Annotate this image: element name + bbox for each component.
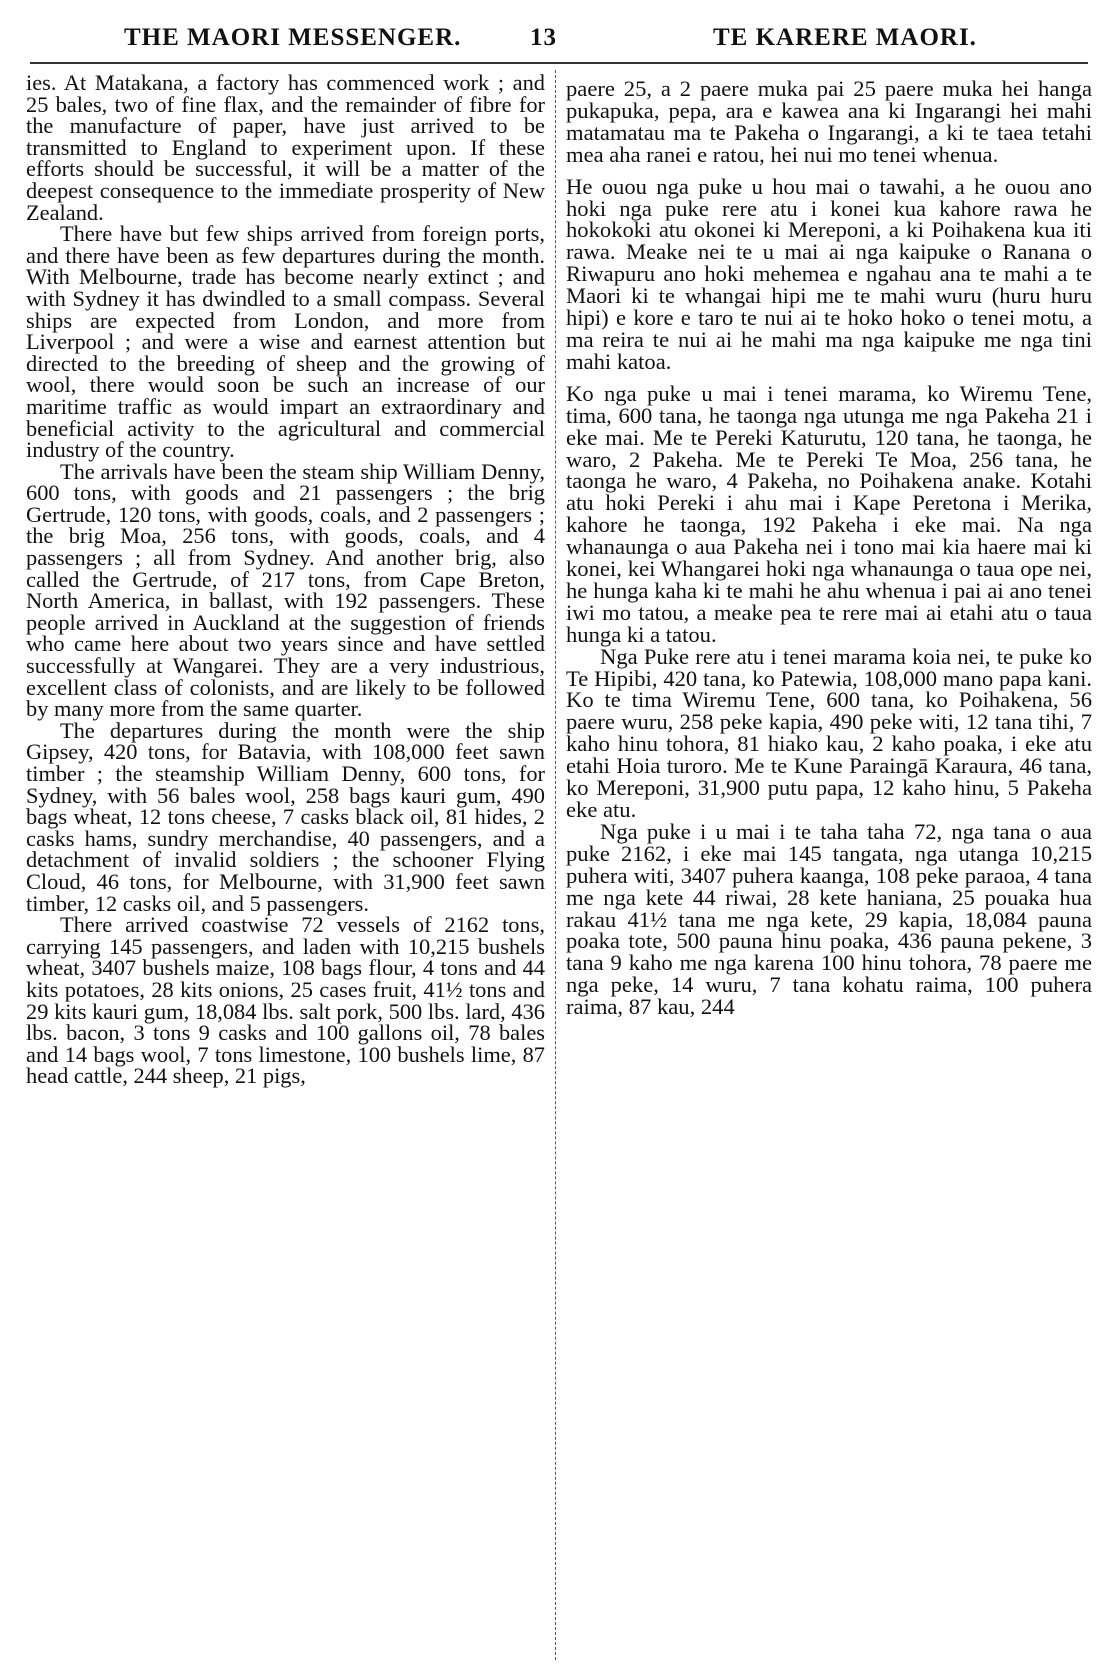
maori-paragraph: paere 25, a 2 paere muka pai 25 paere muka hei hanga pukapuka, pepa, ara e kawea ana ki Ingarangi hei mahi matamatau ma te Pakeha o Ingarangi, a ki te taea tetahi mea aha ranei e ratou, hei nui mo tenei whenua. bbox=[566, 76, 1092, 167]
maori-column bbox=[566, 72, 1092, 1667]
english-paragraph: The departures during the month were the ship Gipsey, 420 tons, for Batavia, with 108,000 feet sawn timber ; the steamship William Denny, 600 tons, for Sydney, with 56 bales wool, 258 bags kauri gum, 490 bags wheat, 12 tons cheese, 7 casks black oil, 81 hides, 2 casks hams, sundry merchandise, 40 passengers, and a detachment of invalid soldiers ; the schooner Flying Cloud, 46 tons, for Melbourne, with 31,900 feet sawn timber, 12 casks oil, and 5 passengers. bbox=[26, 717, 545, 916]
column-divider bbox=[555, 70, 557, 1660]
running-head bbox=[40, 14, 1080, 54]
maori-paragraph: Nga puke i u mai i te taha taha 72, nga tana o aua puke 2162, i eke mai 145 tangata, nga utanga 10,215 puhera witi, 3407 puhera kaanga, 108 peke paraoa, 4 tana me nga kete 44 riwai, 28 kete haniana, 25 pouaka hua rakau 41½ tana me nga kete, 29 kapia, 18,084 pauna poaka tote, 500 pauna hinu poaka, 436 pauna pekene, 3 tana 9 kaho me nga karena 100 hinu tohora, 78 paere me nga peke, 14 wuru, 7 tana kohatu raima, 100 puhera raima, 87 kau, 244 bbox=[566, 818, 1092, 1020]
header-rule bbox=[30, 62, 1088, 64]
page-number: 13 bbox=[530, 24, 557, 51]
english-paragraph: There have but few ships arrived from foreign ports, and there have been as few departures during the month. With Melbourne, trade has become nearly extinct ; and with Sydney it has dwindled to a small compass. Several ships are expected from London, and more from Liverpool ; and were a wise and earnest attention but directed to the breeding of sheep and the growing of wool, there would soon be such an increase of our maritime traffic as would impart an extraordinary and beneficial activity to the agricultural and commercial industry of the country. bbox=[26, 221, 545, 463]
english-paragraph: ies. At Matakana, a factory has commenced work ; and 25 bales, two of fine flax, and the remainder of fibre for the manufacture of paper, have just arrived to be transmitted to England to experiment upon. If these efforts should be successful, it will be a matter of the deepest consequence to the immediate prosperity of New Zealand. bbox=[26, 72, 545, 225]
english-paragraph: The arrivals have been the steam ship William Denny, 600 tons, with goods and 21 passengers ; the brig Gertrude, 120 tons, with goods, coals, and 2 passengers ; the brig Moa, 256 tons, with goods, coals, and 4 passengers ; all from Sydney. And another brig, also called the Gertrude, of 217 tons, from Cape Breton, North America, in ballast, with 192 passengers. These people arrived in Auckland at the suggestion of friends who came here about two years since and have settled successfully at Wangarei. They are a very industrious, excellent class of colonists, and are likely to be followed by many more from the same quarter. bbox=[26, 458, 545, 722]
publication-title-maori: TE KARERE MAORI. bbox=[713, 24, 977, 51]
english-paragraph: There arrived coastwise 72 vessels of 2162 tons, carrying 145 passengers, and laden with 10,215 bushels wheat, 3407 bushels maize, 108 bags flour, 4 tons and 44 kits potatoes, 28 kits onions, 25 cases fruit, 41½ tons and 29 kits kauri gum, 18,084 lbs. salt pork, 500 lbs. lard, 436 lbs. bacon, 3 tons 9 casks and 100 gallons oil, 78 bales and 14 bags wool, 7 tons limestone, 100 bushels lime, 87 head cattle, 244 sheep, 21 pigs, bbox=[26, 912, 545, 1089]
english-column bbox=[26, 72, 545, 1667]
publication-title-english: THE MAORI MESSENGER. bbox=[124, 24, 462, 51]
maori-paragraph: He ouou nga puke u hou mai o tawahi, a he ouou ano hoki nga puke rere atu i konei kua kahore rawa he hokokoki atu okonei ki Mereponi, a ki Poihakena kua iti rawa. Meake nei te u mai ai nga kaipuke o Ranana o Riwapuru ano hoki mehemea e ngahau ana te mahi a te Maori ki te whangai hipi me te mahi wuru (huru huru hipi) e kore e taro te nui ai te hoko hoko o tenei motu, a ma reira te nui ai he mahi ma nga kaipuke me nga tini mahi katoa. bbox=[566, 173, 1092, 374]
maori-paragraph: Ko nga puke u mai i tenei marama, ko Wiremu Tene, tima, 600 tana, he taonga nga utunga me nga Pakeha 21 i eke mai. Me te Pereki Katurutu, 120 tana, he taonga, he waro, 2 Pakeha. Me te Pereki Te Moa, 256 tana, he taonga he waro, 4 Pakeha, no Poihakena anake. Kotahi atu hoki Pereki i ahu mai i Kape Peretona i Merika, kahore he taonga, 192 Pakeha i eke mai. Na nga whanaunga o aua Pakeha nei i tono mai kia haere mai ki konei, kei Whangarei hoki nga whanaunga o taua ope nei, he hunga kaha ki te mahi he ahu whenua i pai ai ano tenei iwi mo tatou, a meake pea te rere mai ai etahi atu o taua hunga ki a tatou. bbox=[566, 380, 1092, 647]
maori-paragraph: Nga Puke rere atu i tenei marama koia nei, te puke ko Te Hipibi, 420 tana, ko Patewia, 108,000 mano papa kani. Ko te tima Wiremu Tene, 600 tana, ko Poihakena, 56 paere wuru, 258 peke kapia, 490 peke witi, 12 tana tihi, 7 kaho hinu tohora, 81 hiako kau, 2 kaho poaka, i eke atu etahi Hoia turoro. Me te Kune Paraingā Karaura, 46 tana, ko Mereponi, 31,900 putu papa, 12 kaho hinu, 5 Pakeha eke atu. bbox=[566, 643, 1092, 822]
